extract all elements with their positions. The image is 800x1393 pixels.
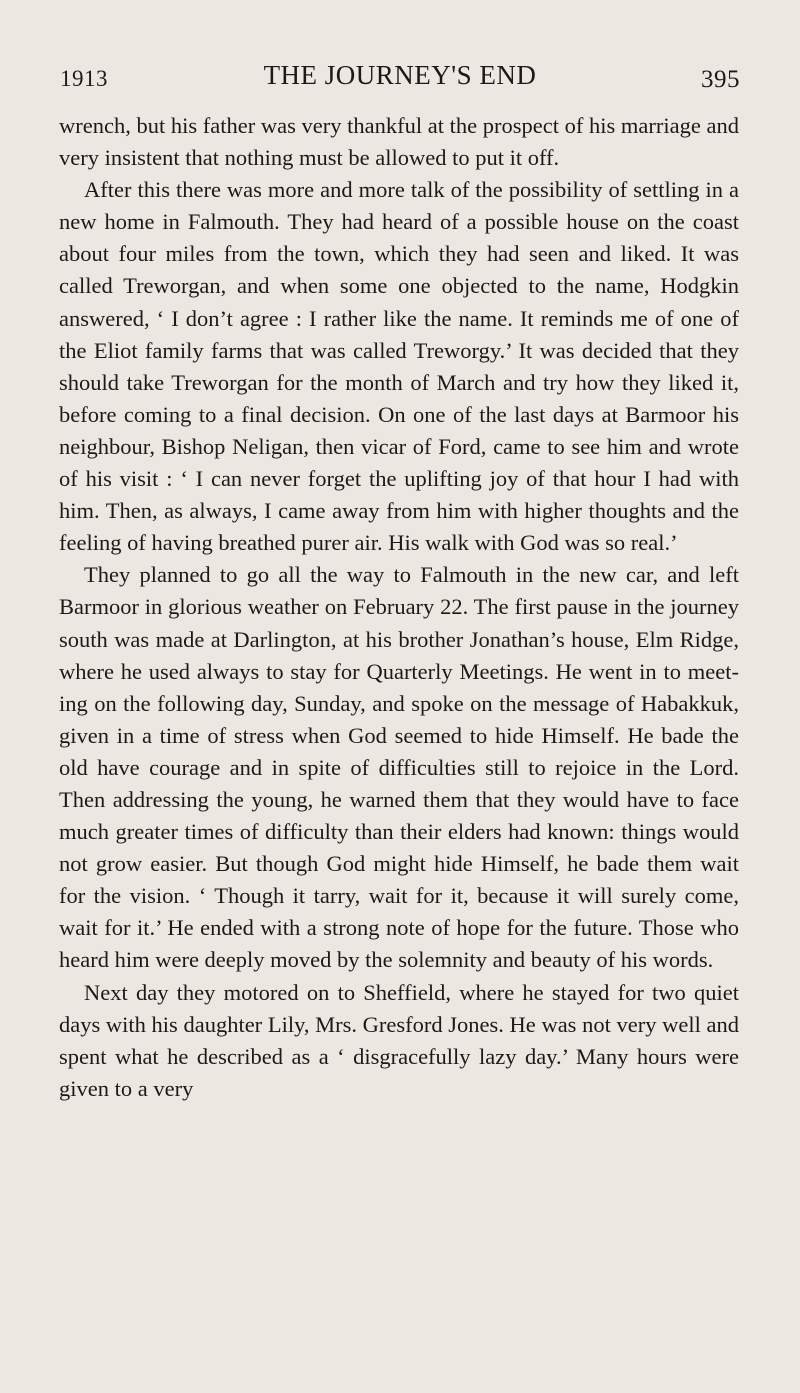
paragraph: After this there was more and more talk of the possibility of settling in a new home in Falmouth. They had heard of a possible house on the coast about four miles from the town, which they had seen and liked. It was called Treworgan, and when some one objected to the name, Hodgkin answered, ‘ I don’t agree : I rather like the name. It reminds me of one of the Eliot family farms that was called Treworgy.’ It was decided that they should take Treworgan for the month of March and try how they liked it, before coming to a final decision. On one of the last days at Barmoor his neighbour, Bishop Neligan, then vicar of Ford, came to see him and wrote of his visit : ‘ I can never forget the uplifting joy of that hour I had with him. Then, as always, I came away from him with higher thoughts and the feeling of having breathed purer air. His walk with God was so real.’ [59, 177, 739, 556]
paragraph: They planned to go all the way to Falmouth in the new car, and left Barmoor in glorious weather on February 22. The first pause in the journey south was made at Darlington, at his brother Jonathan’s house, Elm Ridge, where he used always to stay for Quarterly Meetings. He went in to meeting on the following day, Sunday, and spoke on the message of Habakkuk, given in a time of stress when God seemed to hide Himself. He bade the old have courage and in spite of difficulties still to rejoice in the Lord. Then addressing the young, he warned them that they would have to face much greater times of difficulty than their elders had known: things would not grow easier. But though God might hide Himself, he bade them wait for the vision. ‘ Though it tarry, wait for it, because it will surely come, wait for it.’ He ended with a strong note of hope for the future. Those who heard him were deeply moved by the solemnity and beauty of his words. [59, 562, 739, 973]
body-text [59, 110, 739, 1105]
paragraph-continued: wrench, but his father was very thankful at the prospect of his marriage and very insistent that nothing must be allowed to put it off. [59, 113, 739, 171]
page-number: 395 [701, 66, 740, 93]
paragraph: Next day they motored on to Sheffield, where he stayed for two quiet days with his daughter Lily, Mrs. Gresford Jones. He was not very well and spent what he described as a ‘ disgracefully lazy day.’ Many hours were given to a very [59, 979, 739, 1101]
running-head [60, 60, 740, 96]
header-year: 1913 [60, 66, 108, 91]
chapter-title: THE JOURNEY'S END [263, 60, 537, 90]
